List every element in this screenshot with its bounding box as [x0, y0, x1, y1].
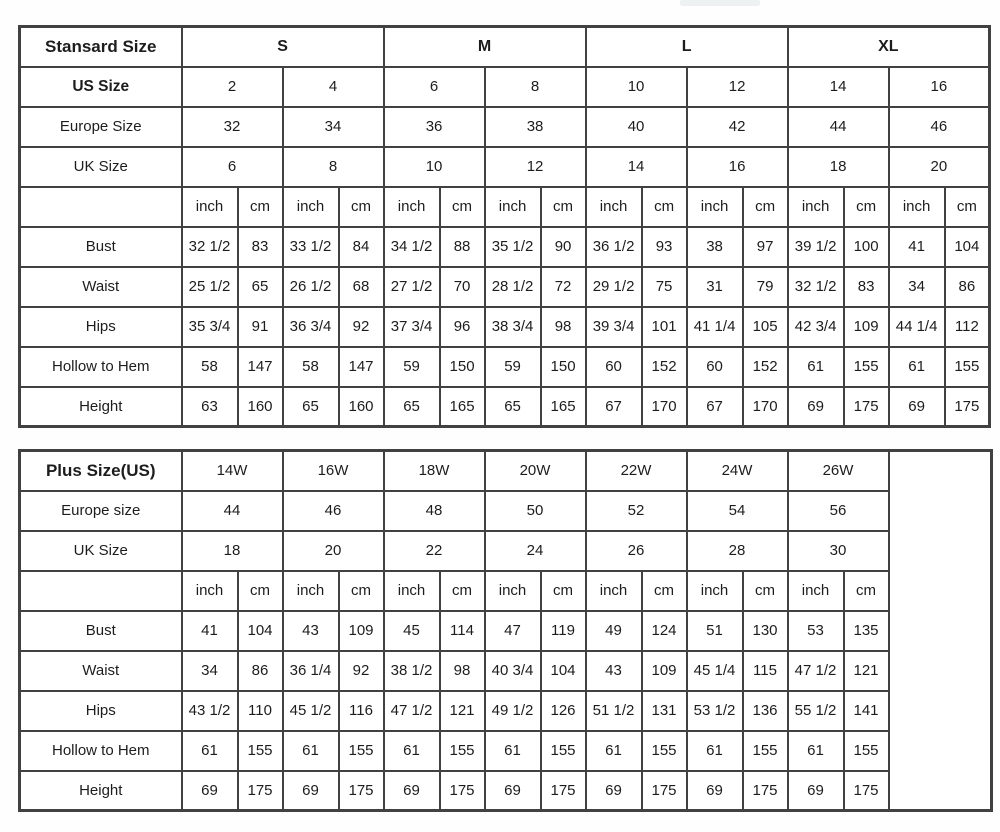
- inch-value-cell: 69: [283, 771, 339, 811]
- size-value-cell: 8: [485, 67, 586, 107]
- table-row: [20, 267, 990, 307]
- cm-value-cell: 155: [945, 347, 990, 387]
- cm-value-cell: 155: [339, 731, 384, 771]
- inch-value-cell: 34: [889, 267, 945, 307]
- size-value-cell: 10: [384, 147, 485, 187]
- inch-value-cell: 32 1/2: [788, 267, 844, 307]
- cm-value-cell: 175: [339, 771, 384, 811]
- cm-value-cell: 92: [339, 307, 384, 347]
- size-group-cell: 26W: [788, 451, 889, 491]
- inch-value-cell: 45: [384, 611, 440, 651]
- size-value-cell: 32: [182, 107, 283, 147]
- unit-label-cell: inch: [485, 571, 541, 611]
- inch-value-cell: 69: [384, 771, 440, 811]
- inch-value-cell: 69: [586, 771, 642, 811]
- size-value-cell: 12: [485, 147, 586, 187]
- size-value-cell: 46: [283, 491, 384, 531]
- inch-value-cell: 34 1/2: [384, 227, 440, 267]
- cm-value-cell: 155: [440, 731, 485, 771]
- cm-value-cell: 116: [339, 691, 384, 731]
- size-value-cell: 18: [788, 147, 889, 187]
- inch-value-cell: 69: [485, 771, 541, 811]
- cm-value-cell: 175: [541, 771, 586, 811]
- cm-value-cell: 104: [238, 611, 283, 651]
- cm-value-cell: 147: [339, 347, 384, 387]
- unit-label-cell: inch: [182, 571, 238, 611]
- inch-value-cell: 27 1/2: [384, 267, 440, 307]
- inch-value-cell: 38 3/4: [485, 307, 541, 347]
- cm-value-cell: 175: [844, 771, 889, 811]
- inch-value-cell: 32 1/2: [182, 227, 238, 267]
- blank-cell: [20, 571, 182, 611]
- table-row: [20, 307, 990, 347]
- size-value-cell: 44: [182, 491, 283, 531]
- size-value-cell: 14: [586, 147, 687, 187]
- unit-label-cell: inch: [586, 571, 642, 611]
- cm-value-cell: 96: [440, 307, 485, 347]
- size-group-cell: L: [586, 27, 788, 67]
- size-group-cell: 18W: [384, 451, 485, 491]
- unit-label-cell: inch: [384, 187, 440, 227]
- cm-value-cell: 155: [642, 731, 687, 771]
- table-row: [20, 571, 992, 611]
- cm-value-cell: 68: [339, 267, 384, 307]
- unit-label-cell: cm: [743, 571, 788, 611]
- inch-value-cell: 38: [687, 227, 743, 267]
- inch-value-cell: 61: [182, 731, 238, 771]
- inch-value-cell: 47: [485, 611, 541, 651]
- inch-value-cell: 26 1/2: [283, 267, 339, 307]
- size-value-cell: 22: [384, 531, 485, 571]
- inch-value-cell: 33 1/2: [283, 227, 339, 267]
- cm-value-cell: 175: [238, 771, 283, 811]
- row-label-cell: Waist: [20, 651, 182, 691]
- cm-value-cell: 105: [743, 307, 788, 347]
- inch-value-cell: 41: [182, 611, 238, 651]
- inch-value-cell: 35 3/4: [182, 307, 238, 347]
- cm-value-cell: 79: [743, 267, 788, 307]
- standard-size-table: [18, 25, 991, 428]
- cm-value-cell: 147: [238, 347, 283, 387]
- table-row: [20, 771, 992, 811]
- unit-label-cell: cm: [541, 187, 586, 227]
- inch-value-cell: 65: [384, 387, 440, 427]
- cm-value-cell: 152: [743, 347, 788, 387]
- inch-value-cell: 61: [283, 731, 339, 771]
- inch-value-cell: 34: [182, 651, 238, 691]
- size-value-cell: 10: [586, 67, 687, 107]
- inch-value-cell: 49 1/2: [485, 691, 541, 731]
- size-value-cell: 44: [788, 107, 889, 147]
- plus-size-table: [18, 449, 993, 812]
- inch-value-cell: 49: [586, 611, 642, 651]
- cm-value-cell: 84: [339, 227, 384, 267]
- table-row: [20, 107, 990, 147]
- inch-value-cell: 61: [788, 347, 844, 387]
- cm-value-cell: 155: [238, 731, 283, 771]
- size-group-cell: S: [182, 27, 384, 67]
- unit-label-cell: inch: [182, 187, 238, 227]
- cm-value-cell: 150: [440, 347, 485, 387]
- inch-value-cell: 39 3/4: [586, 307, 642, 347]
- row-label-cell: US Size: [20, 67, 182, 107]
- cm-value-cell: 86: [945, 267, 990, 307]
- row-label-cell: Hollow to Hem: [20, 731, 182, 771]
- table-row: [20, 147, 990, 187]
- empty-column-cell: [889, 451, 992, 811]
- cm-value-cell: 109: [844, 307, 889, 347]
- table-row: [20, 347, 990, 387]
- row-label-cell: Hips: [20, 691, 182, 731]
- table-row: [20, 227, 990, 267]
- row-label-cell: Hips: [20, 307, 182, 347]
- size-value-cell: 18: [182, 531, 283, 571]
- row-label-cell: Hollow to Hem: [20, 347, 182, 387]
- size-value-cell: 4: [283, 67, 384, 107]
- size-value-cell: 14: [788, 67, 889, 107]
- inch-value-cell: 40 3/4: [485, 651, 541, 691]
- inch-value-cell: 61: [586, 731, 642, 771]
- inch-value-cell: 43 1/2: [182, 691, 238, 731]
- cm-value-cell: 86: [238, 651, 283, 691]
- unit-label-cell: cm: [440, 571, 485, 611]
- inch-value-cell: 67: [687, 387, 743, 427]
- cm-value-cell: 170: [743, 387, 788, 427]
- cm-value-cell: 112: [945, 307, 990, 347]
- cm-value-cell: 165: [440, 387, 485, 427]
- cm-value-cell: 70: [440, 267, 485, 307]
- size-value-cell: 30: [788, 531, 889, 571]
- cm-value-cell: 97: [743, 227, 788, 267]
- table-row: [20, 691, 992, 731]
- cm-value-cell: 131: [642, 691, 687, 731]
- row-label-cell: Bust: [20, 227, 182, 267]
- size-value-cell: 34: [283, 107, 384, 147]
- cm-value-cell: 92: [339, 651, 384, 691]
- unit-label-cell: cm: [440, 187, 485, 227]
- inch-value-cell: 36 1/2: [586, 227, 642, 267]
- inch-value-cell: 25 1/2: [182, 267, 238, 307]
- table-row: [20, 67, 990, 107]
- row-label-cell: Height: [20, 387, 182, 427]
- size-group-cell: M: [384, 27, 586, 67]
- corner-label-cell: Plus Size(US): [20, 451, 182, 491]
- inch-value-cell: 69: [788, 771, 844, 811]
- inch-value-cell: 61: [384, 731, 440, 771]
- inch-value-cell: 67: [586, 387, 642, 427]
- unit-label-cell: inch: [788, 571, 844, 611]
- row-label-cell: Waist: [20, 267, 182, 307]
- cm-value-cell: 121: [844, 651, 889, 691]
- cm-value-cell: 90: [541, 227, 586, 267]
- row-label-cell: Europe size: [20, 491, 182, 531]
- size-value-cell: 56: [788, 491, 889, 531]
- unit-label-cell: cm: [238, 187, 283, 227]
- table-row: [20, 27, 990, 67]
- size-value-cell: 26: [586, 531, 687, 571]
- cm-value-cell: 126: [541, 691, 586, 731]
- inch-value-cell: 41 1/4: [687, 307, 743, 347]
- unit-label-cell: inch: [687, 187, 743, 227]
- size-group-cell: 24W: [687, 451, 788, 491]
- cm-value-cell: 101: [642, 307, 687, 347]
- table-row: [20, 387, 990, 427]
- size-group-cell: XL: [788, 27, 990, 67]
- inch-value-cell: 29 1/2: [586, 267, 642, 307]
- unit-label-cell: inch: [283, 571, 339, 611]
- cm-value-cell: 104: [541, 651, 586, 691]
- cm-value-cell: 175: [642, 771, 687, 811]
- cm-value-cell: 83: [238, 227, 283, 267]
- cm-value-cell: 109: [642, 651, 687, 691]
- corner-label-cell: Stansard Size: [20, 27, 182, 67]
- unit-label-cell: cm: [238, 571, 283, 611]
- size-value-cell: 50: [485, 491, 586, 531]
- inch-value-cell: 51 1/2: [586, 691, 642, 731]
- inch-value-cell: 63: [182, 387, 238, 427]
- cm-value-cell: 109: [339, 611, 384, 651]
- inch-value-cell: 61: [788, 731, 844, 771]
- size-value-cell: 54: [687, 491, 788, 531]
- cm-value-cell: 165: [541, 387, 586, 427]
- inch-value-cell: 61: [889, 347, 945, 387]
- cm-value-cell: 175: [844, 387, 889, 427]
- cm-value-cell: 155: [743, 731, 788, 771]
- row-label-cell: Bust: [20, 611, 182, 651]
- cm-value-cell: 110: [238, 691, 283, 731]
- inch-value-cell: 58: [283, 347, 339, 387]
- inch-value-cell: 39 1/2: [788, 227, 844, 267]
- size-value-cell: 16: [687, 147, 788, 187]
- inch-value-cell: 45 1/2: [283, 691, 339, 731]
- cm-value-cell: 98: [440, 651, 485, 691]
- cm-value-cell: 65: [238, 267, 283, 307]
- inch-value-cell: 28 1/2: [485, 267, 541, 307]
- cm-value-cell: 175: [440, 771, 485, 811]
- cm-value-cell: 121: [440, 691, 485, 731]
- unit-label-cell: inch: [788, 187, 844, 227]
- inch-value-cell: 69: [687, 771, 743, 811]
- cm-value-cell: 136: [743, 691, 788, 731]
- unit-label-cell: inch: [283, 187, 339, 227]
- inch-value-cell: 47 1/2: [384, 691, 440, 731]
- inch-value-cell: 65: [283, 387, 339, 427]
- size-group-cell: 16W: [283, 451, 384, 491]
- inch-value-cell: 59: [485, 347, 541, 387]
- cm-value-cell: 175: [743, 771, 788, 811]
- unit-label-cell: cm: [339, 187, 384, 227]
- size-value-cell: 6: [182, 147, 283, 187]
- inch-value-cell: 61: [687, 731, 743, 771]
- inch-value-cell: 69: [889, 387, 945, 427]
- unit-label-cell: cm: [642, 187, 687, 227]
- table-row: [20, 651, 992, 691]
- size-value-cell: 2: [182, 67, 283, 107]
- size-group-cell: 14W: [182, 451, 283, 491]
- cm-value-cell: 114: [440, 611, 485, 651]
- unit-label-cell: cm: [541, 571, 586, 611]
- inch-value-cell: 65: [485, 387, 541, 427]
- cm-value-cell: 175: [945, 387, 990, 427]
- cm-value-cell: 72: [541, 267, 586, 307]
- cm-value-cell: 135: [844, 611, 889, 651]
- cm-value-cell: 152: [642, 347, 687, 387]
- table-row: [20, 491, 992, 531]
- inch-value-cell: 53: [788, 611, 844, 651]
- inch-value-cell: 69: [182, 771, 238, 811]
- unit-label-cell: cm: [642, 571, 687, 611]
- inch-value-cell: 61: [485, 731, 541, 771]
- size-value-cell: 38: [485, 107, 586, 147]
- unit-label-cell: inch: [586, 187, 642, 227]
- table-row: [20, 187, 990, 227]
- size-value-cell: 20: [889, 147, 990, 187]
- size-value-cell: 48: [384, 491, 485, 531]
- size-value-cell: 40: [586, 107, 687, 147]
- cm-value-cell: 130: [743, 611, 788, 651]
- cm-value-cell: 100: [844, 227, 889, 267]
- table-row: [20, 611, 992, 651]
- cm-value-cell: 119: [541, 611, 586, 651]
- inch-value-cell: 69: [788, 387, 844, 427]
- inch-value-cell: 43: [586, 651, 642, 691]
- size-value-cell: 16: [889, 67, 990, 107]
- cm-value-cell: 93: [642, 227, 687, 267]
- row-label-cell: Height: [20, 771, 182, 811]
- row-label-cell: UK Size: [20, 531, 182, 571]
- cm-value-cell: 88: [440, 227, 485, 267]
- cm-value-cell: 150: [541, 347, 586, 387]
- size-value-cell: 6: [384, 67, 485, 107]
- inch-value-cell: 43: [283, 611, 339, 651]
- inch-value-cell: 53 1/2: [687, 691, 743, 731]
- inch-value-cell: 35 1/2: [485, 227, 541, 267]
- unit-label-cell: inch: [485, 187, 541, 227]
- unit-label-cell: cm: [844, 187, 889, 227]
- size-value-cell: 36: [384, 107, 485, 147]
- table-row: [20, 531, 992, 571]
- cropped-banner-remnant: [680, 0, 760, 6]
- size-value-cell: 20: [283, 531, 384, 571]
- size-value-cell: 28: [687, 531, 788, 571]
- inch-value-cell: 38 1/2: [384, 651, 440, 691]
- size-group-cell: 20W: [485, 451, 586, 491]
- cm-value-cell: 155: [844, 731, 889, 771]
- unit-label-cell: cm: [844, 571, 889, 611]
- cm-value-cell: 91: [238, 307, 283, 347]
- cm-value-cell: 104: [945, 227, 990, 267]
- cm-value-cell: 83: [844, 267, 889, 307]
- size-value-cell: 46: [889, 107, 990, 147]
- inch-value-cell: 36 3/4: [283, 307, 339, 347]
- cm-value-cell: 155: [844, 347, 889, 387]
- inch-value-cell: 47 1/2: [788, 651, 844, 691]
- row-label-cell: Europe Size: [20, 107, 182, 147]
- cm-value-cell: 160: [339, 387, 384, 427]
- inch-value-cell: 60: [586, 347, 642, 387]
- inch-value-cell: 60: [687, 347, 743, 387]
- unit-label-cell: cm: [945, 187, 990, 227]
- cm-value-cell: 124: [642, 611, 687, 651]
- cm-value-cell: 98: [541, 307, 586, 347]
- size-value-cell: 52: [586, 491, 687, 531]
- cm-value-cell: 75: [642, 267, 687, 307]
- table-row: [20, 451, 992, 491]
- inch-value-cell: 41: [889, 227, 945, 267]
- size-value-cell: 12: [687, 67, 788, 107]
- unit-label-cell: inch: [687, 571, 743, 611]
- cm-value-cell: 155: [541, 731, 586, 771]
- inch-value-cell: 37 3/4: [384, 307, 440, 347]
- inch-value-cell: 42 3/4: [788, 307, 844, 347]
- blank-cell: [20, 187, 182, 227]
- inch-value-cell: 45 1/4: [687, 651, 743, 691]
- table-row: [20, 731, 992, 771]
- inch-value-cell: 31: [687, 267, 743, 307]
- unit-label-cell: inch: [384, 571, 440, 611]
- inch-value-cell: 58: [182, 347, 238, 387]
- inch-value-cell: 55 1/2: [788, 691, 844, 731]
- cm-value-cell: 170: [642, 387, 687, 427]
- inch-value-cell: 36 1/4: [283, 651, 339, 691]
- cm-value-cell: 141: [844, 691, 889, 731]
- unit-label-cell: cm: [743, 187, 788, 227]
- size-value-cell: 42: [687, 107, 788, 147]
- unit-label-cell: cm: [339, 571, 384, 611]
- cm-value-cell: 160: [238, 387, 283, 427]
- size-value-cell: 8: [283, 147, 384, 187]
- cm-value-cell: 115: [743, 651, 788, 691]
- unit-label-cell: inch: [889, 187, 945, 227]
- row-label-cell: UK Size: [20, 147, 182, 187]
- inch-value-cell: 59: [384, 347, 440, 387]
- size-group-cell: 22W: [586, 451, 687, 491]
- inch-value-cell: 51: [687, 611, 743, 651]
- size-value-cell: 24: [485, 531, 586, 571]
- inch-value-cell: 44 1/4: [889, 307, 945, 347]
